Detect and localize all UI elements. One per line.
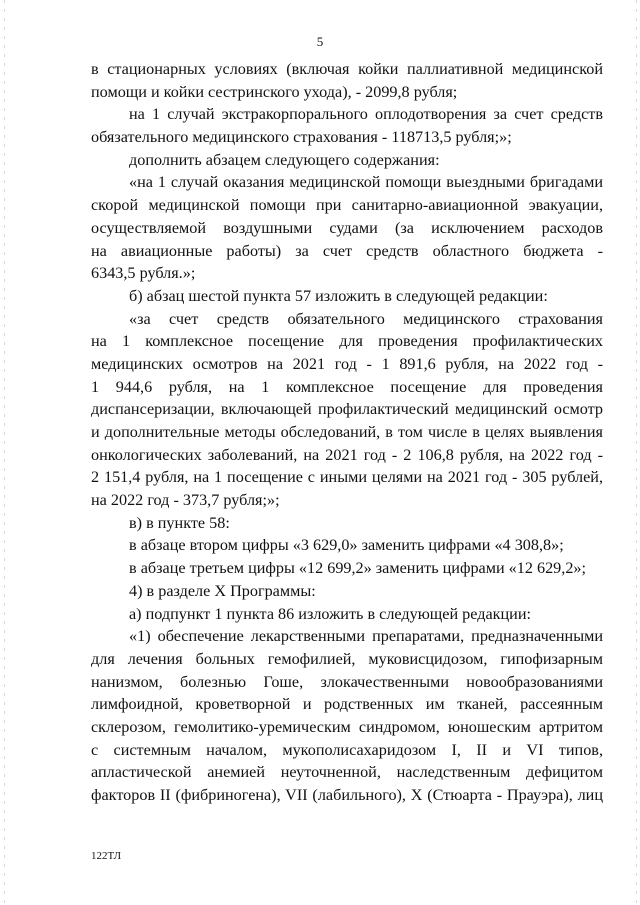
text-line: б) абзац шестой пункта 57 изложить в следующей редакции: (129, 286, 548, 305)
text-line: дополнить абзацем следующего содержания: (129, 150, 440, 169)
text-line: помощи и койки сестринского ухода), - 2099,8 рубля; (91, 82, 458, 101)
text-line: 1 944,6 рубля, на 1 комплексное посещение для проведения (91, 377, 603, 396)
text-line: в абзаце втором цифры «3 629,0» заменить цифрами «4 308,8»; (129, 536, 564, 555)
text-line: 4) в разделе X Программы: (129, 581, 316, 600)
text-line: в) в пункте 58: (129, 513, 230, 532)
text-line: и дополнительные методы обследований, в том числе в целях выявления (91, 423, 603, 441)
document-body (91, 58, 603, 807)
text-line: с системным началом, мукополисахаридозом I, II и VI типов, (91, 740, 603, 759)
text-line: на 2022 год - 373,7 рубля;»; (91, 491, 280, 510)
text-line: на 1 случай экстракорпорального оплодотворения за счет средств (129, 105, 603, 124)
document-code: 122ТЛ (91, 850, 122, 862)
text-line: лимфоидной, кроветворной и родственных им тканей, рассеянным (91, 695, 603, 714)
page-number: 5 (316, 34, 324, 49)
text-line: 6343,5 рубля.»; (91, 264, 196, 283)
text-line: в абзаце третьем цифры «12 699,2» заменить цифрами «12 629,2»; (129, 559, 587, 578)
text-line: осуществляемой воздушными судами (за исключением расходов (91, 218, 603, 237)
left-scan-edge (4, 0, 5, 905)
text-line: онкологических заболеваний, на 2021 год - 2 106,8 рубля, на 2022 год - (91, 445, 603, 464)
text-line: «на 1 случай оказания медицинской помощи выездными бригадами (129, 173, 603, 192)
text-line: нанизмом, болезнью Гоше, злокачественными новообразованиями (91, 672, 603, 691)
text-line: «1) обеспечение лекарственными препаратами, предназначенными (129, 627, 603, 646)
text-line: 2 151,4 рубля, на 1 посещение с иными целями на 2021 год - 305 рублей, (91, 468, 603, 487)
text-line: обязательного медицинского страхования - 118713,5 рубля;»; (91, 128, 512, 147)
text-line: скорой медицинской помощи при санитарно-авиационной эвакуации, (91, 196, 603, 215)
text-line: «за счет средств обязательного медицинского страхования (129, 309, 603, 328)
text-line: в стационарных условиях (включая койки паллиативной медицинской (91, 60, 603, 78)
text-line: на авиационные работы) за счет средств областного бюджета - (91, 241, 603, 260)
right-scan-edge (636, 0, 637, 905)
text-line: медицинских осмотров на 2021 год - 1 891,6 рубля, на 2022 год - (91, 354, 603, 373)
text-line: для лечения больных гемофилией, муковисцидозом, гипофизарным (91, 649, 603, 668)
text-line: на 1 комплексное посещение для проведения профилактических (91, 332, 603, 351)
text-line: факторов II (фибриногена), VII (лабильного), X (Стюарта - Прауэра), лиц (91, 786, 603, 804)
text-line: диспансеризации, включающей профилактический медицинский осмотр (91, 400, 603, 419)
text-line: а) подпункт 1 пункта 86 изложить в следующей редакции: (129, 604, 532, 623)
text-line: склерозом, гемолитико-уремическим синдромом, юношеским артритом (91, 717, 603, 736)
text-line: апластической анемией неуточненной, наследственным дефицитом (91, 763, 603, 782)
